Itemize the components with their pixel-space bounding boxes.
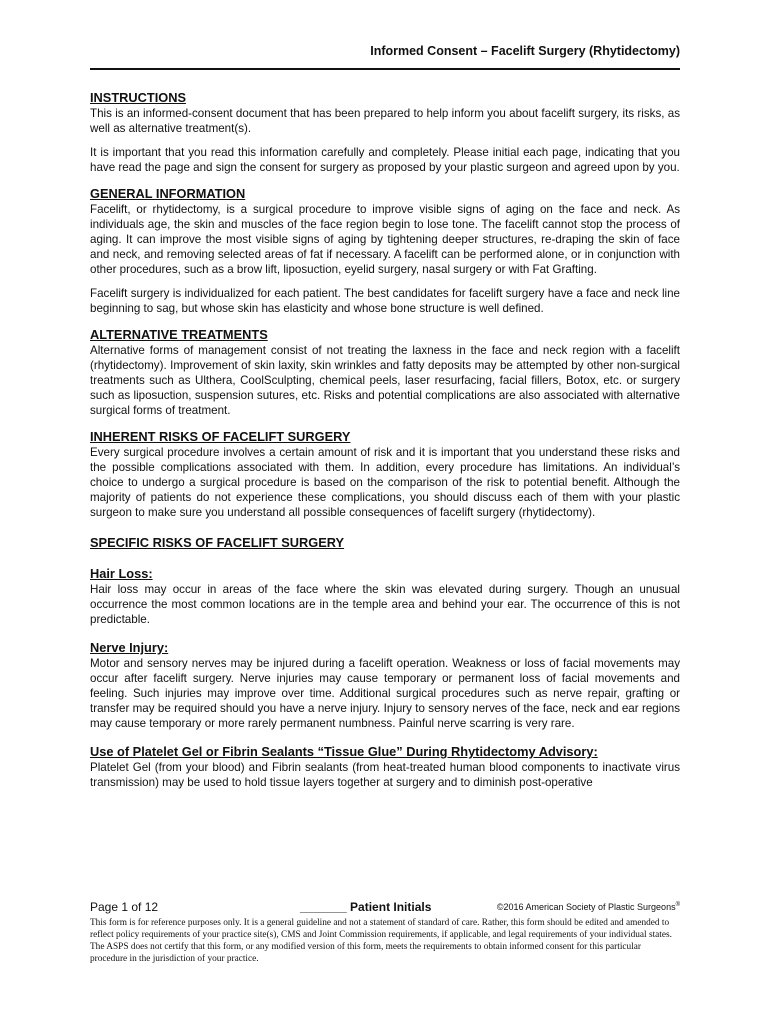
paragraph: Platelet Gel (from your blood) and Fibrin sealants (from heat-treated human blood components to inactivate virus transmission) may be used to hold tissue layers together at surgery and to diminish post-operative [90,761,680,789]
paragraph: It is important that you read this information carefully and completely. Please initial each page, indicating that you have read the page and sign the consent for surgery as proposed by your plastic surgeon and agreed upon by you. [90,146,680,174]
section-title-specific-risks: SPECIFIC RISKS OF FACELIFT SURGERY [90,535,345,550]
page-footer [90,900,680,965]
section-title-inherent-risks: INHERENT RISKS OF FACELIFT SURGERY [90,429,351,444]
subsection-title-nerve-injury: Nerve Injury: [90,640,169,655]
copyright-text: ©2016 American Society of Plastic Surgeons [496,902,676,912]
subsection-title-hair-loss: Hair Loss: [90,566,153,581]
registered-mark: ® [675,902,680,908]
paragraph: Motor and sensory nerves may be injured during a facelift operation. Weakness or loss of facial movements may occur after facelift surgery. Nerve injuries may cause temporary or permanent loss of facial movements and feeling. Such injuries may improve over time. Additional surgical procedures such as nerve repair, grafting or transfer may be required should you have a nerve injury. Injury to sensory nerves of the face, neck and ear regions may cause temporary or more rarely permanent numbness. Painful nerve scarring is very rare. [90,657,680,730]
document-body [90,90,680,790]
section-title-general-information: GENERAL INFORMATION [90,186,246,201]
section-title-alternative-treatments: ALTERNATIVE TREATMENTS [90,327,268,342]
footer-row [90,900,680,916]
section-title-instructions: INSTRUCTIONS [90,90,186,105]
copyright-notice [497,902,680,912]
paragraph: This is an informed-consent document that has been prepared to help inform you about facelift surgery, its risks, as well as alternative treatment(s). [90,107,680,135]
page-header-title: Informed Consent – Facelift Surgery (Rhytidectomy) [370,44,680,58]
page-number: Page 1 of 12 [90,900,159,914]
paragraph: Facelift surgery is individualized for each patient. The best candidates for facelift surgery have a face and neck line beginning to sag, but whose skin has elasticity and whose bone structure is well defined. [90,287,680,315]
header-rule [90,68,680,70]
paragraph: Every surgical procedure involves a certain amount of risk and it is important that you understand these risks and the possible complications associated with them. In addition, every procedure has limitations. An individual’s choice to undergo a surgical procedure is based on the comparison of the risk to potential benefit. Although the majority of patients do not experience these complications, you should discuss each of them with your plastic surgeon to make sure you understand all possible consequences of facelift surgery (rhytidectomy). [90,446,680,519]
patient-initials-field: _______ Patient Initials [300,900,432,914]
paragraph: Hair loss may occur in areas of the face where the skin was elevated during surgery. Though an unusual occurrence the most common locations are in the temple area and behind your ear. The occurrence of this is not predictable. [90,583,680,626]
paragraph: Alternative forms of management consist of not treating the laxness in the face and neck region with a facelift (rhytidectomy). Improvement of skin laxity, skin wrinkles and fatty deposits may be attempted by other non-surgical treatments such as Ulthera, CoolSculpting, chemical peels, laser resurfacing, facial fillers, Botox, etc. or surgery such as liposuction, suspension sutures, etc. Risks and potential complications are also associated with alternative surgical forms of treatment. [90,344,680,417]
paragraph: Facelift, or rhytidectomy, is a surgical procedure to improve visible signs of aging on the face and neck. As individuals age, the skin and muscles of the face region begin to lose tone. The facelift cannot stop the process of aging. It can improve the most visible signs of aging by tightening deeper structures, re-draping the skin of face and neck, and removing selected areas of fat if necessary. A facelift can be performed alone, or in conjunction with other procedures, such as a brow lift, liposuction, eyelid surgery, nasal surgery or with Fat Grafting. [90,203,680,276]
subsection-title-tissue-glue: Use of Platelet Gel or Fibrin Sealants “Tissue Glue” During Rhytidectomy Advisory: [90,744,598,759]
disclaimer-text: This form is for reference purposes only. It is a general guideline and not a statement of standard of care. Rather, this form should be edited and amended to reflect policy requirements of your practice site(s), CMS and Joint Commission requirements, if applicable, and legal requirements of your individual states. The ASPS does not certify that this form, or any modified version of this form, meets the requirements to obtain informed consent for this particular procedure in the jurisdiction of your practice. [90,918,672,964]
